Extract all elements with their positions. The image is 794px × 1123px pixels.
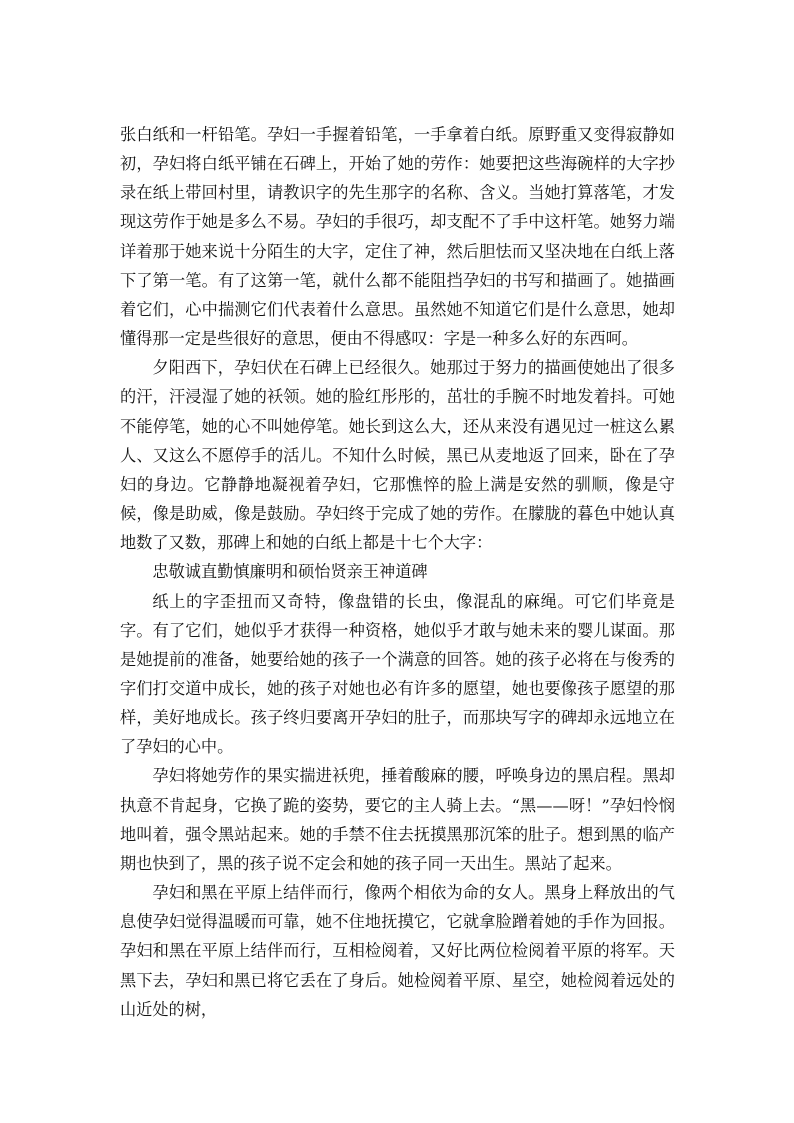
body-text <box>120 120 675 1024</box>
stele-inscription: 忠敬诚直勤慎廉明和硕怡贤亲王神道碑 <box>152 562 428 582</box>
paragraph-departure: 孕妇将她劳作的果实揣进袄兜，捶着酸麻的腰，呼唤身边的黑启程。黑却执意不肯起身，它换了跪的姿势，要它的主人骑上去。“黑——呀！”孕妇怜悯地叫着，强令黑站起来。她的手禁不住去抚摸黑那沉笨的肚子。想到黑的临产期也快到了，黑的孩子说不定会和她的孩子同一天出生。黑站了起来。 <box>120 766 675 873</box>
paragraph-journey: 孕妇和黑在平原上结伴而行，像两个相依为命的女人。黑身上释放出的气息使孕妇觉得温暖而可靠，她不住地抚摸它，它就拿脸蹭着她的手作为回报。孕妇和黑在平原上结伴而行，互相检阅着，又好比两位检阅着平原的将军。天黑下去，孕妇和黑已将它丢在了身后。她检阅着平原、星空，她检阅着远处的山近处的树， <box>120 883 675 1019</box>
paragraph-characters: 纸上的字歪扭而又奇特，像盘错的长虫，像混乱的麻绳。可它们毕竟是字。有了它们，她似乎才获得一种资格，她似乎才敢与她未来的婴儿谋面。那是她提前的准备，她要给她的孩子一个满意的回答。她的孩子必将在与俊秀的字们打交道中成长，她的孩子对她也必有许多的愿望，她也要像孩子愿望的那样，美好地成长。孩子终归要离开孕妇的肚子，而那块写字的碑却永远地立在了孕妇的心中。 <box>120 591 675 757</box>
paragraph-continued: 张白纸和一杆铅笔。孕妇一手握着铅笔，一手拿着白纸。原野重又变得寂静如初，孕妇将白纸平铺在石碑上，开始了她的劳作：她要把这些海碗样的大字抄录在纸上带回村里，请教识字的先生那字的名称、含义。当她打算落笔，才发现这劳作于她是多么不易。孕妇的手很巧，却支配不了手中这杆笔。她努力端详着那于她来说十分陌生的大字，定住了神，然后胆怯而又坚决地在白纸上落下了第一笔。有了这第一笔，就什么都不能阻挡孕妇的书写和描画了。她描画着它们，心中揣测它们代表着什么意思。虽然她不知道它们是什么意思，她却懂得那一定是些很好的意思，便由不得感叹：字是一种多么好的东西呵。 <box>120 125 675 349</box>
paragraph-sunset: 夕阳西下，孕妇伏在石碑上已经很久。她那过于努力的描画使她出了很多的汗，汗浸湿了她的袄领。她的脸红彤彤的，茁壮的手腕不时地发着抖。可她不能停笔，她的心不叫她停笔。她长到这么大，还从来没有遇见过一桩这么累人、又这么不愿停手的活儿。不知什么时候，黑已从麦地返了回来，卧在了孕妇的身边。它静静地凝视着孕妇，它那憔悴的脸上满是安然的驯顺，像是守候，像是助威，像是鼓励。孕妇终于完成了她的劳作。在朦胧的暮色中她认真地数了又数，那碑上和她的白纸上都是十七个大字： <box>120 358 675 553</box>
